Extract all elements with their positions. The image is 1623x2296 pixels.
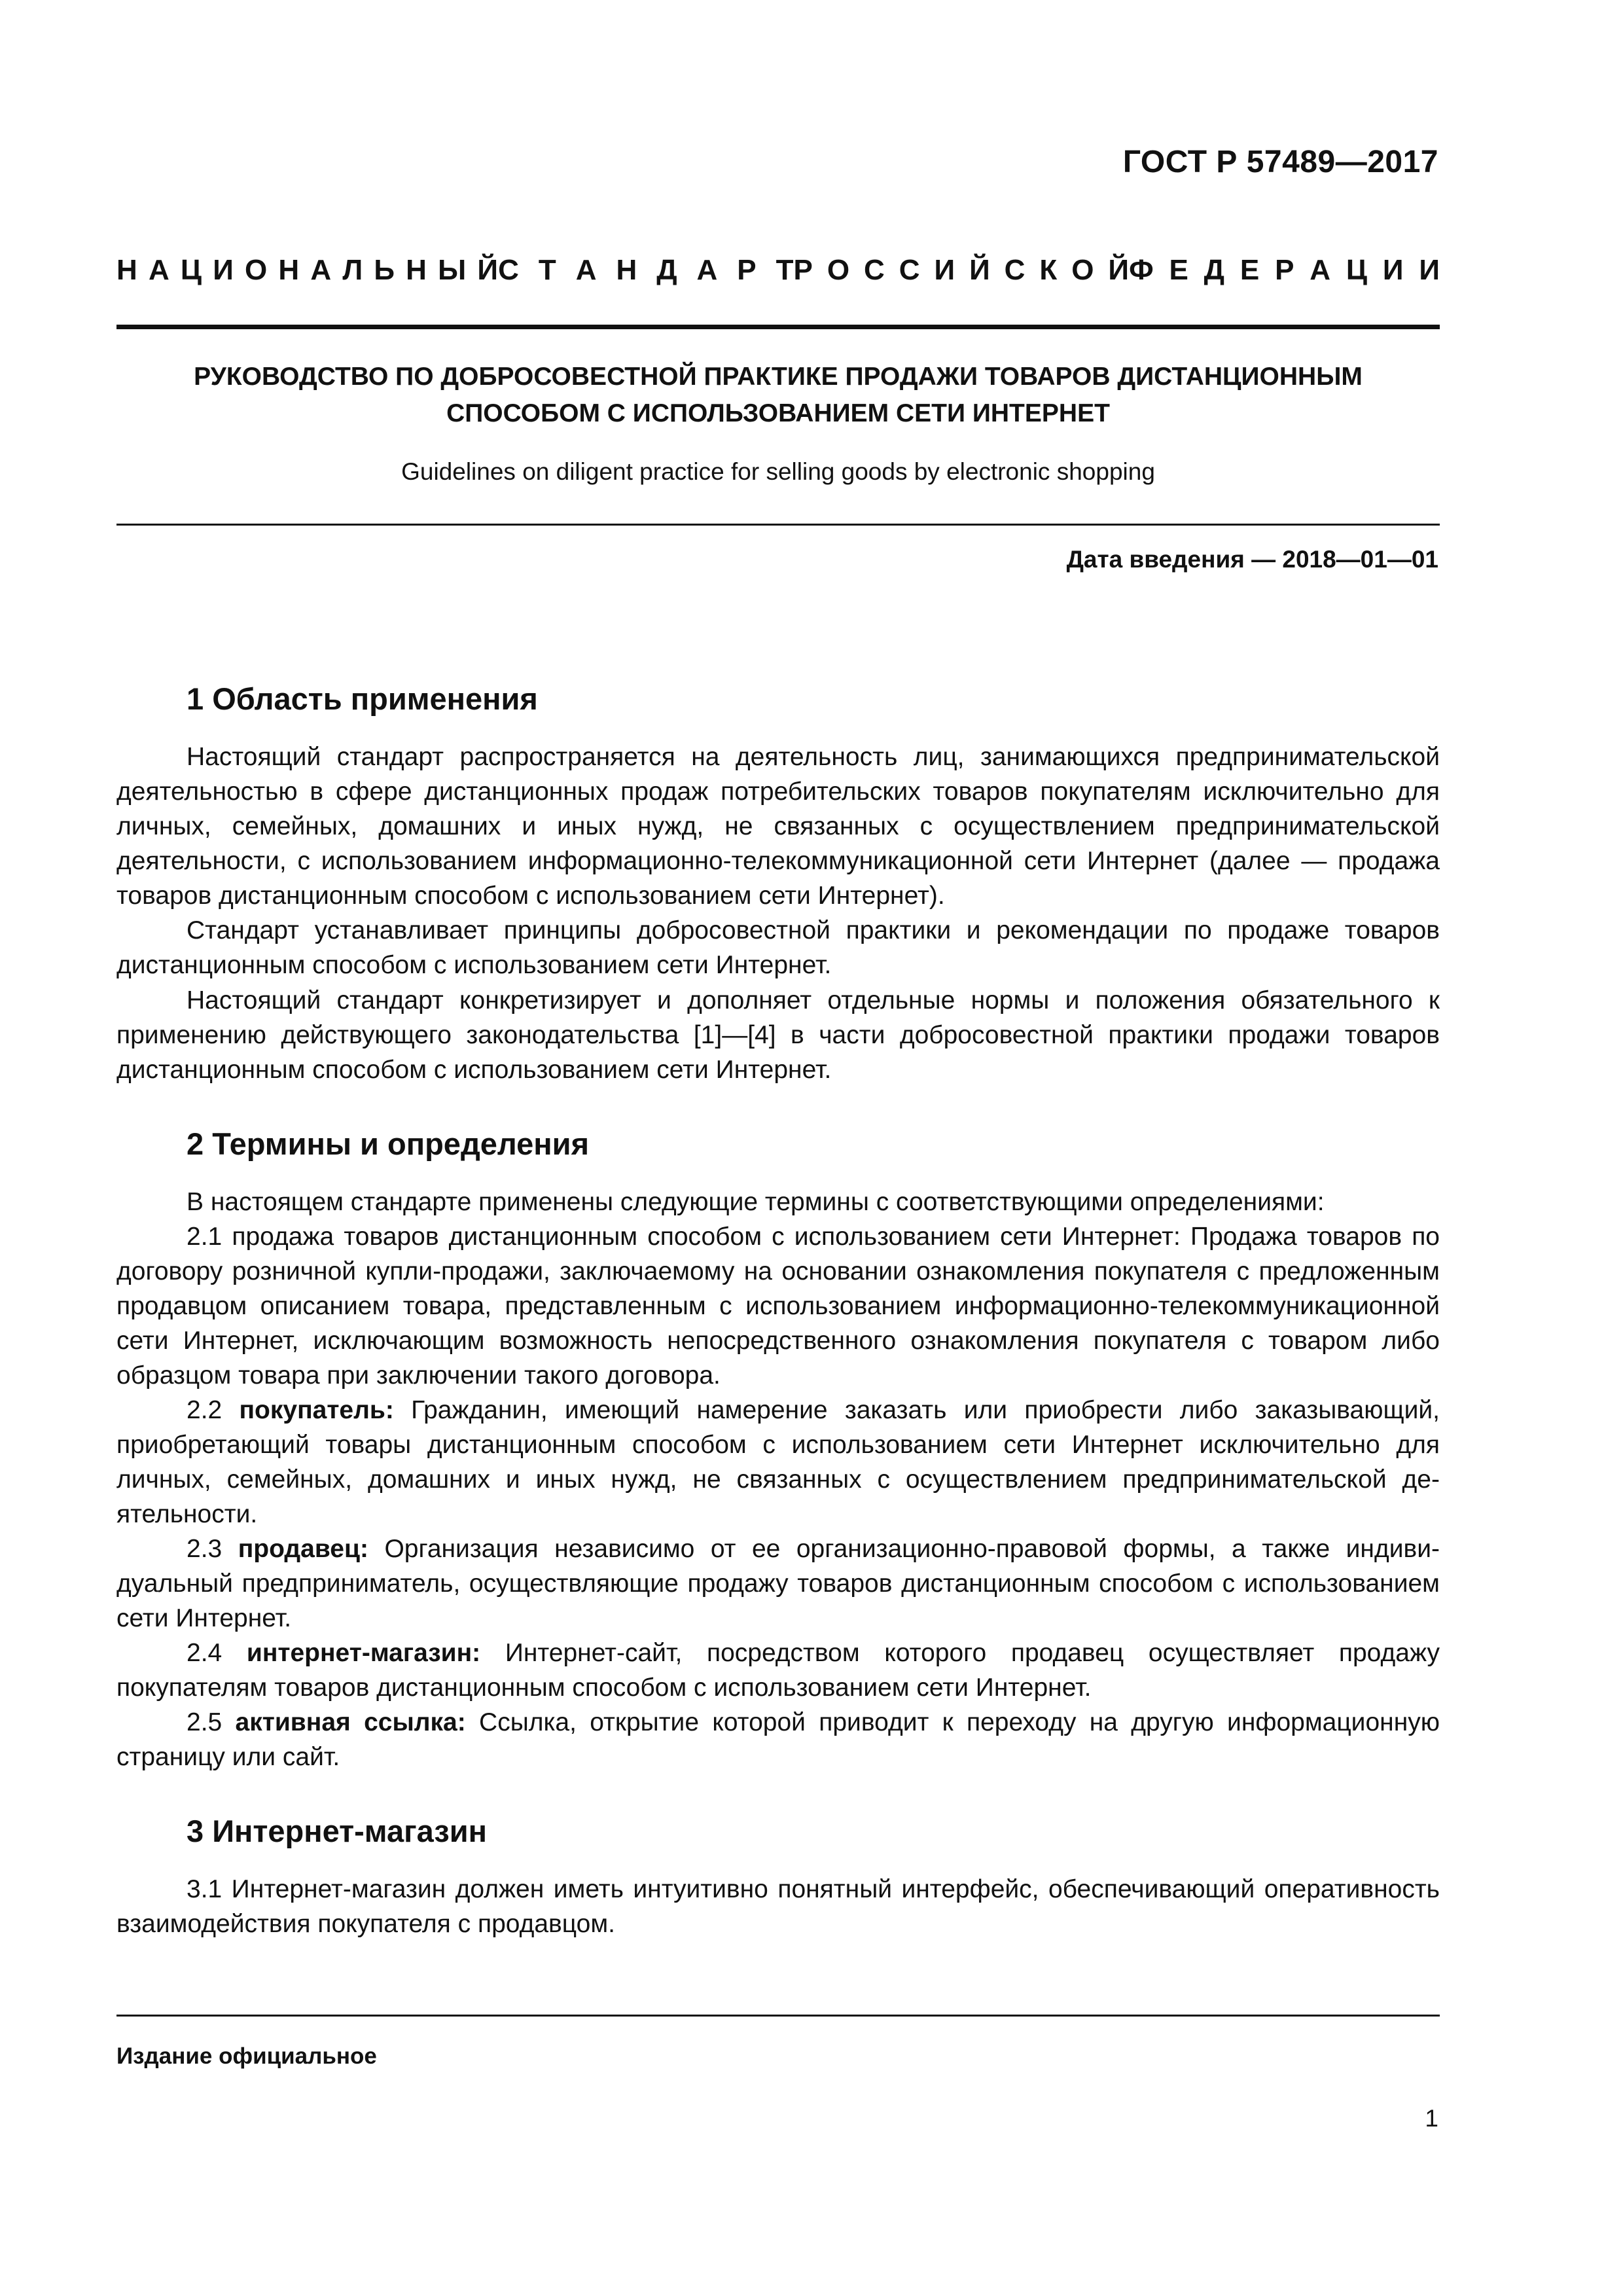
paragraph-text: В настоящем стандарте применены следующие термины с соответствующими определениями: — [187, 1188, 1325, 1216]
term-name: покупатель: — [239, 1396, 394, 1424]
paragraph-text: 3.1 Интернет-магазин должен иметь интуитивно понятный интерфейс, обеспечивающий оперативность взаимодействия покупателя с продавцом. — [116, 1875, 1440, 1938]
section-3-heading: 3 Интернет-магазин — [187, 1814, 488, 1848]
official-edition-label: Издание официальное — [116, 2043, 377, 2069]
header-rule — [116, 325, 1440, 329]
document-title — [116, 359, 1440, 432]
section-3-paragraph-1 — [116, 1872, 1440, 1941]
term-name: продавец: — [238, 1535, 368, 1563]
section-1-paragraph-1 — [116, 740, 1440, 913]
caption-word: Н А Ц И О Н А Л Ь Н Ы Й — [116, 254, 498, 286]
term-2-3 — [116, 1532, 1440, 1636]
term-2-1 — [116, 1219, 1440, 1393]
national-standard-caption — [116, 254, 1440, 287]
document-number: ГОСТ Р 57489—2017 — [1122, 145, 1438, 179]
term-number: 2.3 — [187, 1535, 223, 1563]
introduction-date: Дата введения — 2018—01—01 — [1066, 546, 1438, 573]
section-2-heading: 2 Термины и определения — [187, 1126, 589, 1161]
paragraph-text: Настоящий стандарт конкретизирует и дополняет отдельные нормы и положения обязательного к применению действующего законодательства [1]—[4] в части добросовестной практики продажи товаров дистанционным способом с использованием сети Интернет. — [116, 986, 1440, 1084]
term-name: активная ссылка: — [235, 1708, 466, 1736]
caption-word: Р О С С И Й С К О Й — [793, 254, 1129, 286]
term-2-4 — [116, 1636, 1440, 1705]
term-definition: Организация независимо от ее организационно-правовой формы, а также индивидуальный предприниматель, осуществляющие продажу товаров дистанционным способом с использованием сети Интернет. — [116, 1535, 1440, 1632]
section-1-paragraph-2 — [116, 913, 1440, 982]
term-definition: Ссылка, открытие которой приводит к переходу на другую информационную страницу или сайт. — [116, 1708, 1440, 1771]
document-title-line2: СПОСОБОМ С ИСПОЛЬЗОВАНИЕМ СЕТИ ИНТЕРНЕТ — [446, 399, 1110, 427]
term-number: 2.1 — [187, 1223, 223, 1251]
term-name: интернет-магазин: — [246, 1639, 481, 1667]
page-number: 1 — [1425, 2105, 1438, 2132]
term-2-2 — [116, 1393, 1440, 1532]
term-2-5 — [116, 1705, 1440, 1774]
term-number: 2.4 — [187, 1639, 223, 1667]
term-number: 2.5 — [187, 1708, 223, 1736]
document-title-line1: РУКОВОДСТВО ПО ДОБРОСОВЕСТНОЙ ПРАКТИКЕ ПРОДАЖИ ТОВАРОВ ДИСТАНЦИОННЫМ — [194, 363, 1363, 391]
section-1-heading: 1 Область применения — [187, 681, 538, 716]
section-2-lead — [116, 1185, 1440, 1219]
caption-word: С Т А Н Д А Р Т — [498, 254, 794, 286]
term-number: 2.2 — [187, 1396, 223, 1424]
paragraph-text: Стандарт устанавливает принципы добросовестной практики и рекомендации по продаже товаров дистанционным способом с использованием сети Интернет. — [116, 916, 1440, 979]
paragraph-text: Настоящий стандарт распространяется на деятельность лиц, занимающихся предпринимательской деятельностью в сфере дистанционных продаж потребительских товаров покупателям исключительно для личных, семейных, домашних и иных нужд, не связанных с осуществлением предпринимательской деятельности, с использованием информационно-телекоммуникационной сети Интернет (далее — продажа товаров дистанционным способом с использованием сети Интернет). — [116, 743, 1440, 910]
term-name: продажа товаров дистанционным способом с использованием сети Интернет: — [232, 1223, 1181, 1251]
term-definition: Интернет-сайт, посредством которого продавец осуществляет продажу покупателям товаров дистанционным способом с использованием сети Интернет. — [116, 1639, 1440, 1702]
footer-rule — [116, 2015, 1440, 2017]
term-definition: Продажа товаров по договору розничной купли-продажи, заключаемому на основании ознакомления покупателя с предложенным продавцом описанием товара, представленным с использованием информационно-телекоммуникационной сети Интернет, исключающим возможность непосредственного ознакомления покупателя с товаром либо образцом товара при заключении такого договора. — [116, 1223, 1440, 1390]
section-1-paragraph-3 — [116, 983, 1440, 1087]
title-rule — [116, 524, 1440, 526]
term-definition: Гражданин, имеющий намерение заказать или приобрести либо заказывающий, приобретающий товары дистанционным способом с использованием сети Интернет исключительно для личных, семейных, домашних и иных нужд, не связанных с осуществлением предпринимательской деятельности. — [116, 1396, 1440, 1528]
english-title: Guidelines on diligent practice for selling goods by electronic shopping — [401, 458, 1155, 485]
caption-word: Ф Е Д Е Р А Ц И И — [1129, 254, 1440, 286]
